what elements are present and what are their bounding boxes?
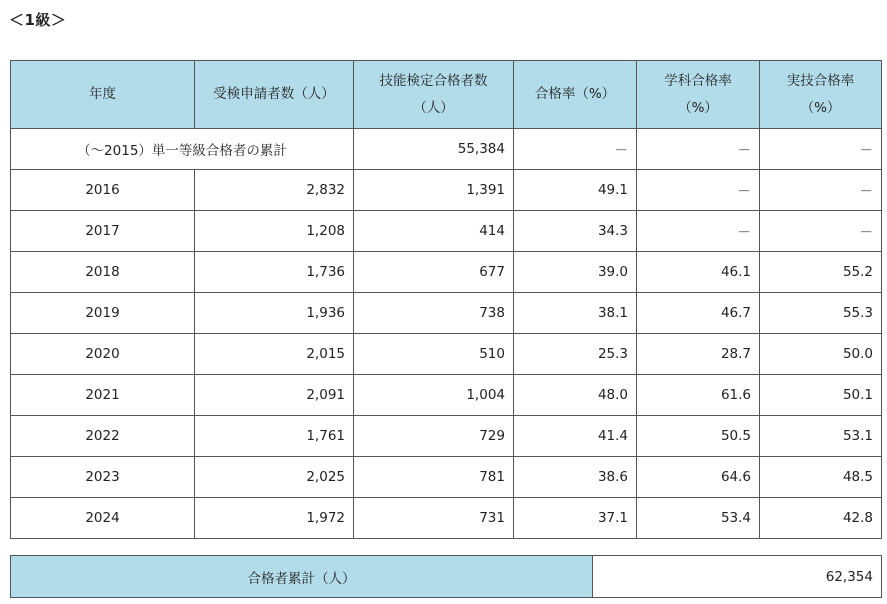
cell-year: 2020 xyxy=(11,334,195,375)
cell-pass-rate: 38.6 xyxy=(514,457,637,498)
header-written-line1: 学科合格率 xyxy=(664,72,732,89)
header-practical-rate xyxy=(760,61,882,129)
cell-pass-rate: 38.1 xyxy=(514,293,637,334)
cell-applicants: 1,761 xyxy=(195,416,354,457)
cell-passers: 677 xyxy=(354,252,514,293)
cell-practical-rate: 48.5 xyxy=(760,457,882,498)
table-row xyxy=(11,170,882,211)
cell-written-rate: 53.4 xyxy=(637,498,760,539)
cell-applicants: 1,972 xyxy=(195,498,354,539)
cell-written-rate: － xyxy=(637,211,760,252)
table-row xyxy=(11,375,882,416)
cell-written-rate: 46.7 xyxy=(637,293,760,334)
cell-practical-rate: － xyxy=(760,170,882,211)
cell-passers: 1,391 xyxy=(354,170,514,211)
cell-practical-rate: 55.2 xyxy=(760,252,882,293)
table-row xyxy=(11,211,882,252)
cumulative-written-rate: － xyxy=(637,129,760,170)
cell-year: 2024 xyxy=(11,498,195,539)
cell-pass-rate: 41.4 xyxy=(514,416,637,457)
table-row xyxy=(11,498,882,539)
table-row xyxy=(11,334,882,375)
cumulative-passers: 55,384 xyxy=(354,129,514,170)
header-written-line2: （%） xyxy=(678,99,718,116)
cell-practical-rate: － xyxy=(760,211,882,252)
table-row xyxy=(11,293,882,334)
cell-pass-rate: 37.1 xyxy=(514,498,637,539)
header-pass-rate: 合格率（%） xyxy=(514,61,637,129)
cell-pass-rate: 34.3 xyxy=(514,211,637,252)
header-written-rate xyxy=(637,61,760,129)
cell-written-rate: 46.1 xyxy=(637,252,760,293)
cell-year: 2016 xyxy=(11,170,195,211)
cell-applicants: 2,832 xyxy=(195,170,354,211)
cell-year: 2018 xyxy=(11,252,195,293)
header-passers xyxy=(354,61,514,129)
cell-applicants: 2,025 xyxy=(195,457,354,498)
cell-pass-rate: 39.0 xyxy=(514,252,637,293)
cell-year: 2019 xyxy=(11,293,195,334)
cell-year: 2022 xyxy=(11,416,195,457)
header-practical-line1: 実技合格率 xyxy=(786,72,855,89)
cell-written-rate: 50.5 xyxy=(637,416,760,457)
cell-applicants: 2,015 xyxy=(195,334,354,375)
section-heading: ＜1級＞ xyxy=(9,11,67,29)
cumulative-row xyxy=(11,129,882,170)
cell-passers: 414 xyxy=(354,211,514,252)
cell-pass-rate: 25.3 xyxy=(514,334,637,375)
total-row xyxy=(11,556,882,598)
cell-practical-rate: 50.0 xyxy=(760,334,882,375)
total-value: 62,354 xyxy=(593,556,882,598)
cell-written-rate: － xyxy=(637,170,760,211)
header-passers-line2: （人） xyxy=(413,99,454,116)
header-year: 年度 xyxy=(11,61,195,129)
table-row xyxy=(11,457,882,498)
cell-year: 2017 xyxy=(11,211,195,252)
cell-pass-rate: 48.0 xyxy=(514,375,637,416)
cumulative-label: （～2015）単一等級合格者の累計 xyxy=(11,129,354,170)
cell-pass-rate: 49.1 xyxy=(514,170,637,211)
cell-passers: 1,004 xyxy=(354,375,514,416)
header-applicants: 受検申請者数（人） xyxy=(195,61,354,129)
cell-written-rate: 28.7 xyxy=(637,334,760,375)
table-header-row xyxy=(11,61,882,129)
cell-written-rate: 64.6 xyxy=(637,457,760,498)
cell-applicants: 1,936 xyxy=(195,293,354,334)
header-passers-line1: 技能検定合格者数 xyxy=(379,72,488,89)
cell-practical-rate: 50.1 xyxy=(760,375,882,416)
header-practical-line2: （%） xyxy=(800,99,841,116)
cell-practical-rate: 55.3 xyxy=(760,293,882,334)
cell-passers: 781 xyxy=(354,457,514,498)
cell-passers: 510 xyxy=(354,334,514,375)
cumulative-practical-rate: － xyxy=(760,129,882,170)
total-label: 合格者累計（人） xyxy=(11,556,593,598)
cell-applicants: 2,091 xyxy=(195,375,354,416)
table-row xyxy=(11,252,882,293)
cell-passers: 729 xyxy=(354,416,514,457)
results-table xyxy=(10,60,882,539)
cumulative-pass-rate: － xyxy=(514,129,637,170)
cell-practical-rate: 42.8 xyxy=(760,498,882,539)
cell-applicants: 1,736 xyxy=(195,252,354,293)
cell-passers: 731 xyxy=(354,498,514,539)
total-table xyxy=(10,555,882,598)
cell-year: 2023 xyxy=(11,457,195,498)
table-row xyxy=(11,416,882,457)
cell-applicants: 1,208 xyxy=(195,211,354,252)
cell-year: 2021 xyxy=(11,375,195,416)
cell-passers: 738 xyxy=(354,293,514,334)
cell-written-rate: 61.6 xyxy=(637,375,760,416)
cell-practical-rate: 53.1 xyxy=(760,416,882,457)
